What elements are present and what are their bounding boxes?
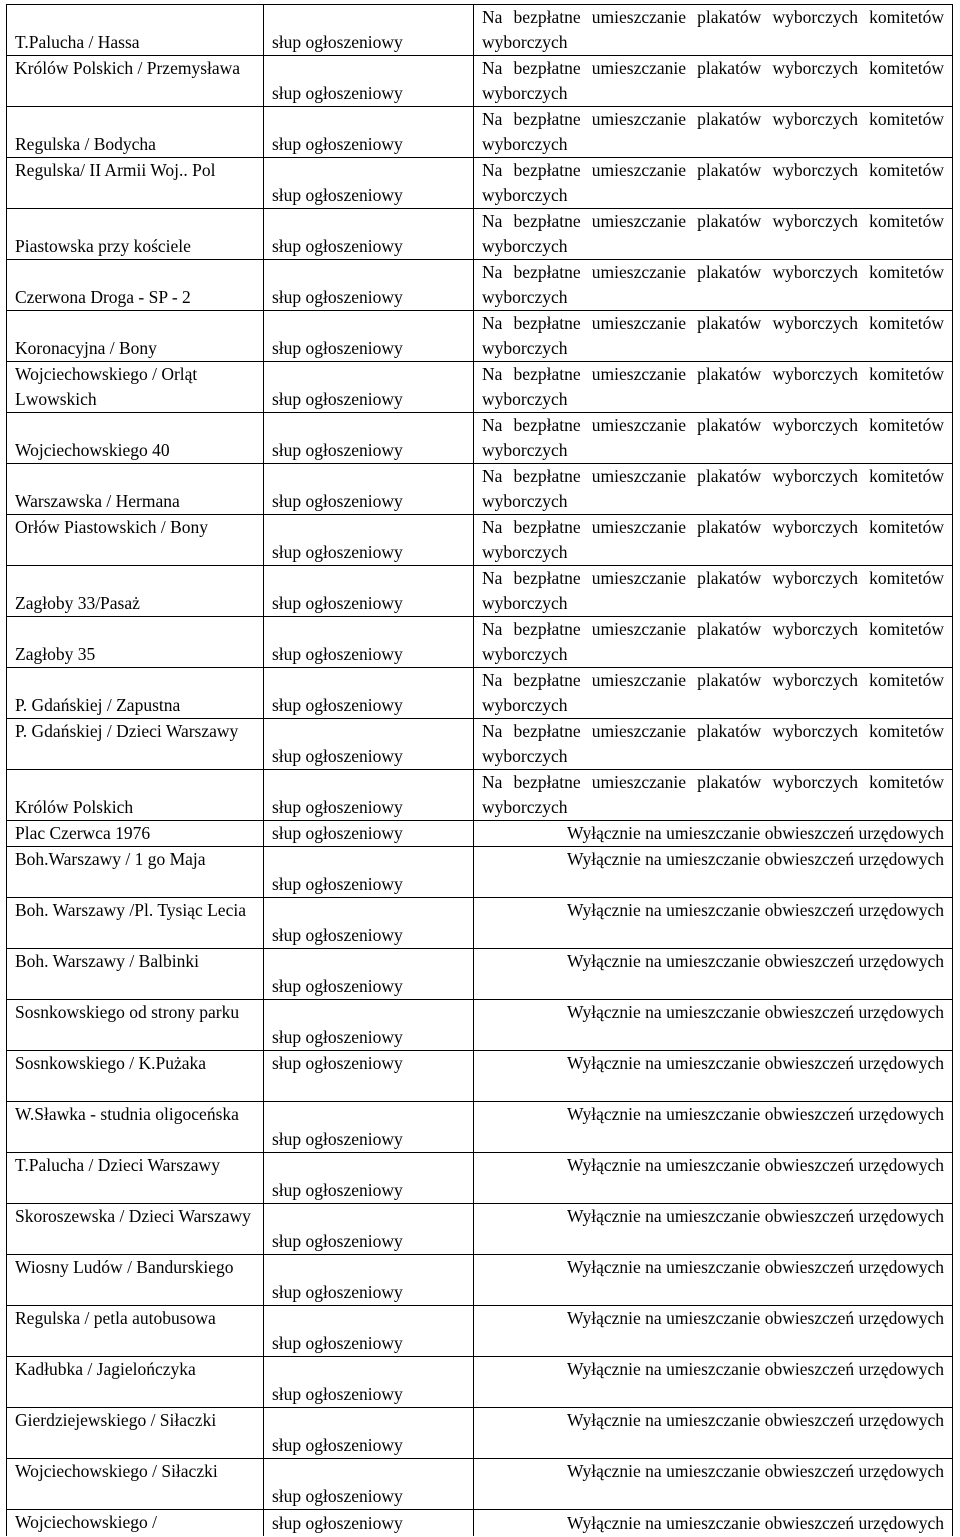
location-cell: Zagłoby 35 bbox=[7, 617, 264, 668]
location-cell: Wojciechowskiego / Orląt Lwowskich bbox=[7, 362, 264, 413]
type-cell: słup ogłoszeniowy bbox=[264, 668, 474, 719]
usage-cell: Na bezpłatne umieszczanie plakatów wyborczych komitetów wyborczych bbox=[474, 617, 953, 668]
table-row bbox=[7, 1102, 953, 1153]
usage-cell: Wyłącznie na umieszczanie obwieszczeń urzędowych bbox=[474, 1153, 953, 1204]
type-cell: słup ogłoszeniowy bbox=[264, 1051, 474, 1102]
location-cell: Regulska / petla autobusowa bbox=[7, 1306, 264, 1357]
location-cell: Boh.Warszawy / 1 go Maja bbox=[7, 847, 264, 898]
type-cell: słup ogłoszeniowy bbox=[264, 515, 474, 566]
table-row bbox=[7, 770, 953, 821]
type-cell: słup ogłoszeniowy bbox=[264, 1204, 474, 1255]
type-cell: słup ogłoszeniowy bbox=[264, 566, 474, 617]
usage-cell: Na bezpłatne umieszczanie plakatów wyborczych komitetów wyborczych bbox=[474, 209, 953, 260]
table-row bbox=[7, 1357, 953, 1408]
table-row bbox=[7, 5, 953, 56]
table-row bbox=[7, 107, 953, 158]
location-cell: Sosnkowskiego od strony parku bbox=[7, 1000, 264, 1051]
usage-cell: Na bezpłatne umieszczanie plakatów wyborczych komitetów wyborczych bbox=[474, 362, 953, 413]
table-row bbox=[7, 1408, 953, 1459]
type-cell: słup ogłoszeniowy bbox=[264, 1357, 474, 1408]
usage-cell: Na bezpłatne umieszczanie plakatów wyborczych komitetów wyborczych bbox=[474, 56, 953, 107]
usage-cell: Wyłącznie na umieszczanie obwieszczeń urzędowych bbox=[474, 1102, 953, 1153]
location-cell: T.Palucha / Hassa bbox=[7, 5, 264, 56]
location-cell: Sosnkowskiego / K.Pużaka bbox=[7, 1051, 264, 1102]
location-cell: Zagłoby 33/Pasaż bbox=[7, 566, 264, 617]
type-cell: słup ogłoszeniowy bbox=[264, 1102, 474, 1153]
type-cell: słup ogłoszeniowy bbox=[264, 209, 474, 260]
table-row bbox=[7, 949, 953, 1000]
usage-cell: Na bezpłatne umieszczanie plakatów wyborczych komitetów wyborczych bbox=[474, 464, 953, 515]
usage-cell: Wyłącznie na umieszczanie obwieszczeń urzędowych bbox=[474, 949, 953, 1000]
location-cell: Królów Polskich bbox=[7, 770, 264, 821]
type-cell: słup ogłoszeniowy bbox=[264, 464, 474, 515]
table-row bbox=[7, 821, 953, 847]
table-row bbox=[7, 1000, 953, 1051]
usage-cell: Na bezpłatne umieszczanie plakatów wyborczych komitetów wyborczych bbox=[474, 107, 953, 158]
usage-cell: Na bezpłatne umieszczanie plakatów wyborczych komitetów wyborczych bbox=[474, 719, 953, 770]
location-cell: Boh. Warszawy /Pl. Tysiąc Lecia bbox=[7, 898, 264, 949]
type-cell: słup ogłoszeniowy bbox=[264, 158, 474, 209]
table-row bbox=[7, 413, 953, 464]
table-row bbox=[7, 1510, 953, 1536]
type-cell: słup ogłoszeniowy bbox=[264, 770, 474, 821]
type-cell: słup ogłoszeniowy bbox=[264, 1000, 474, 1051]
location-cell: Kadłubka / Jagielończyka bbox=[7, 1357, 264, 1408]
usage-cell: Na bezpłatne umieszczanie plakatów wyborczych komitetów wyborczych bbox=[474, 311, 953, 362]
location-cell: Wojciechowskiego / Siłaczki bbox=[7, 1459, 264, 1510]
type-cell: słup ogłoszeniowy bbox=[264, 617, 474, 668]
usage-cell: Wyłącznie na umieszczanie obwieszczeń urzędowych bbox=[474, 1000, 953, 1051]
table-row bbox=[7, 1153, 953, 1204]
location-cell: Boh. Warszawy / Balbinki bbox=[7, 949, 264, 1000]
table-row bbox=[7, 515, 953, 566]
usage-cell: Wyłącznie na umieszczanie obwieszczeń urzędowych bbox=[474, 1408, 953, 1459]
table-row bbox=[7, 668, 953, 719]
table-row bbox=[7, 56, 953, 107]
location-cell: Orłów Piastowskich / Bony bbox=[7, 515, 264, 566]
location-cell: Czerwona Droga - SP - 2 bbox=[7, 260, 264, 311]
location-cell: P. Gdańskiej / Dzieci Warszawy bbox=[7, 719, 264, 770]
usage-cell: Wyłącznie na umieszczanie obwieszczeń urzędowych bbox=[474, 847, 953, 898]
locations-table-body bbox=[7, 5, 953, 1536]
location-cell: Koronacyjna / Bony bbox=[7, 311, 264, 362]
location-cell: Królów Polskich / Przemysława bbox=[7, 56, 264, 107]
table-row bbox=[7, 1255, 953, 1306]
type-cell: słup ogłoszeniowy bbox=[264, 362, 474, 413]
type-cell: słup ogłoszeniowy bbox=[264, 1510, 474, 1536]
table-row bbox=[7, 1306, 953, 1357]
table-row bbox=[7, 209, 953, 260]
table-row bbox=[7, 158, 953, 209]
type-cell: słup ogłoszeniowy bbox=[264, 1459, 474, 1510]
location-cell: Wiosny Ludów / Bandurskiego bbox=[7, 1255, 264, 1306]
type-cell: słup ogłoszeniowy bbox=[264, 413, 474, 464]
location-cell: Wojciechowskiego 40 bbox=[7, 413, 264, 464]
type-cell: słup ogłoszeniowy bbox=[264, 821, 474, 847]
table-row bbox=[7, 617, 953, 668]
usage-cell: Na bezpłatne umieszczanie plakatów wyborczych komitetów wyborczych bbox=[474, 158, 953, 209]
usage-cell: Wyłącznie na umieszczanie obwieszczeń urzędowych bbox=[474, 1306, 953, 1357]
type-cell: słup ogłoszeniowy bbox=[264, 847, 474, 898]
location-cell: Regulska / Bodycha bbox=[7, 107, 264, 158]
table-row bbox=[7, 311, 953, 362]
table-row bbox=[7, 260, 953, 311]
usage-cell: Na bezpłatne umieszczanie plakatów wyborczych komitetów wyborczych bbox=[474, 515, 953, 566]
location-cell: Skoroszewska / Dzieci Warszawy bbox=[7, 1204, 264, 1255]
usage-cell: Na bezpłatne umieszczanie plakatów wyborczych komitetów wyborczych bbox=[474, 260, 953, 311]
location-cell: Wojciechowskiego / bbox=[7, 1510, 264, 1536]
type-cell: słup ogłoszeniowy bbox=[264, 311, 474, 362]
type-cell: słup ogłoszeniowy bbox=[264, 1255, 474, 1306]
table-row bbox=[7, 566, 953, 617]
table-row bbox=[7, 362, 953, 413]
location-cell: Plac Czerwca 1976 bbox=[7, 821, 264, 847]
table-row bbox=[7, 1051, 953, 1102]
usage-cell: Wyłącznie na umieszczanie obwieszczeń urzędowych bbox=[474, 1051, 953, 1102]
usage-cell: Wyłącznie na umieszczanie obwieszczeń urzędowych bbox=[474, 1510, 953, 1536]
location-cell: W.Sławka - studnia oligoceńska bbox=[7, 1102, 264, 1153]
type-cell: słup ogłoszeniowy bbox=[264, 107, 474, 158]
usage-cell: Wyłącznie na umieszczanie obwieszczeń urzędowych bbox=[474, 1204, 953, 1255]
table-row bbox=[7, 1459, 953, 1510]
usage-cell: Na bezpłatne umieszczanie plakatów wyborczych komitetów wyborczych bbox=[474, 770, 953, 821]
usage-cell: Na bezpłatne umieszczanie plakatów wyborczych komitetów wyborczych bbox=[474, 413, 953, 464]
table-row bbox=[7, 464, 953, 515]
usage-cell: Wyłącznie na umieszczanie obwieszczeń urzędowych bbox=[474, 1357, 953, 1408]
type-cell: słup ogłoszeniowy bbox=[264, 1153, 474, 1204]
type-cell: słup ogłoszeniowy bbox=[264, 1306, 474, 1357]
usage-cell: Na bezpłatne umieszczanie plakatów wyborczych komitetów wyborczych bbox=[474, 566, 953, 617]
table-row bbox=[7, 719, 953, 770]
type-cell: słup ogłoszeniowy bbox=[264, 719, 474, 770]
usage-cell: Na bezpłatne umieszczanie plakatów wyborczych komitetów wyborczych bbox=[474, 5, 953, 56]
type-cell: słup ogłoszeniowy bbox=[264, 260, 474, 311]
usage-cell: Wyłącznie na umieszczanie obwieszczeń urzędowych bbox=[474, 1459, 953, 1510]
location-cell: T.Palucha / Dzieci Warszawy bbox=[7, 1153, 264, 1204]
location-cell: P. Gdańskiej / Zapustna bbox=[7, 668, 264, 719]
location-cell: Regulska/ II Armii Woj.. Pol bbox=[7, 158, 264, 209]
usage-cell: Wyłącznie na umieszczanie obwieszczeń urzędowych bbox=[474, 898, 953, 949]
usage-cell: Wyłącznie na umieszczanie obwieszczeń urzędowych bbox=[474, 1255, 953, 1306]
type-cell: słup ogłoszeniowy bbox=[264, 56, 474, 107]
location-cell: Piastowska przy kościele bbox=[7, 209, 264, 260]
usage-cell: Na bezpłatne umieszczanie plakatów wyborczych komitetów wyborczych bbox=[474, 668, 953, 719]
usage-cell: Wyłącznie na umieszczanie obwieszczeń urzędowych bbox=[474, 821, 953, 847]
type-cell: słup ogłoszeniowy bbox=[264, 5, 474, 56]
type-cell: słup ogłoszeniowy bbox=[264, 949, 474, 1000]
type-cell: słup ogłoszeniowy bbox=[264, 1408, 474, 1459]
location-cell: Warszawska / Hermana bbox=[7, 464, 264, 515]
type-cell: słup ogłoszeniowy bbox=[264, 898, 474, 949]
locations-table bbox=[6, 4, 953, 1536]
table-row bbox=[7, 1204, 953, 1255]
table-row bbox=[7, 847, 953, 898]
table-row bbox=[7, 898, 953, 949]
location-cell: Gierdziejewskiego / Siłaczki bbox=[7, 1408, 264, 1459]
